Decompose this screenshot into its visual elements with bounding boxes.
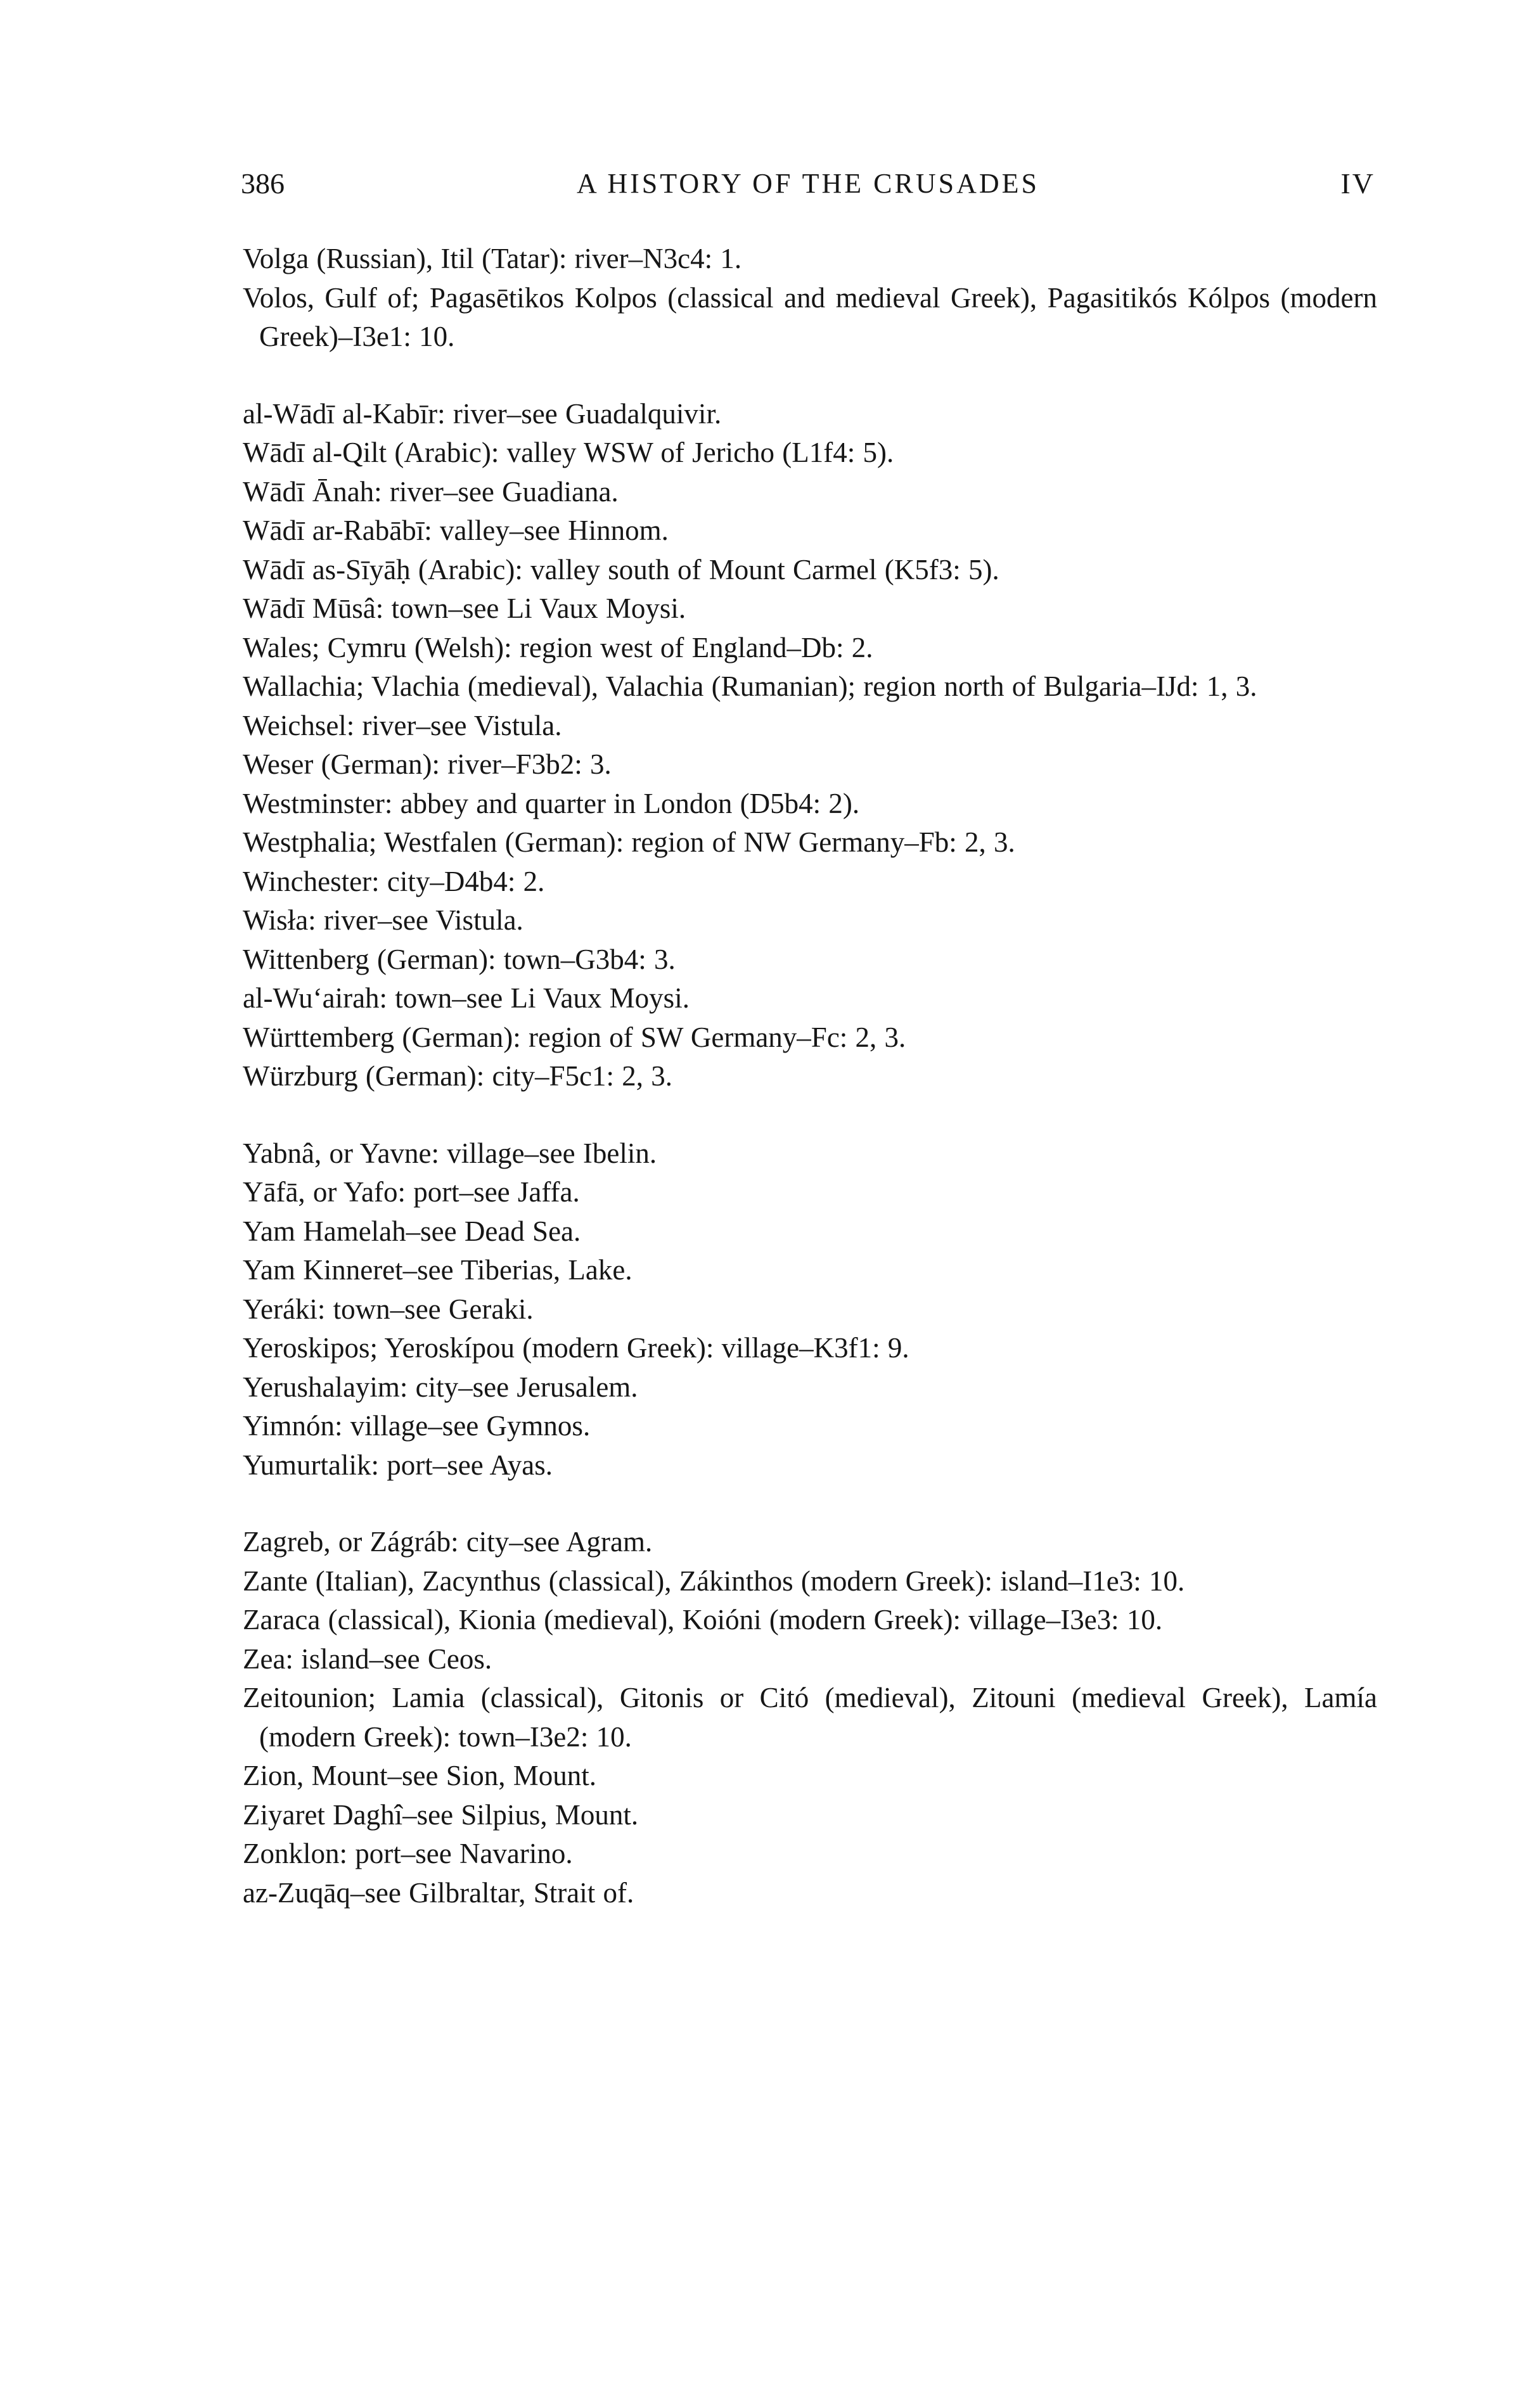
index-entry: Wales; Cymru (Welsh): region west of England–Db: 2. [243,631,873,663]
index-entry: Württemberg (German): region of SW Germany–Fc: 2, 3. [243,1021,906,1053]
index-entry: Yabnâ, or Yavne: village–see Ibelin. [243,1137,657,1169]
index-entry: Yam Kinneret–see Tiberias, Lake. [243,1254,632,1286]
page-header [241,163,1375,204]
index-section [243,240,1377,357]
running-title: A HISTORY OF THE CRUSADES [577,168,1039,199]
index-entry: Zeitounion; Lamia (classical), Gitonis or Citó (medieval), Zitouni (medieval Greek), Lamía (modern Greek): town–I3e2: 10. [243,1682,1377,1753]
index-entry: Zion, Mount–see Sion, Mount. [243,1760,597,1791]
index-entry: al-Wu‘airah: town–see Li Vaux Moysi. [243,982,690,1014]
index-entry: Zea: island–see Ceos. [243,1643,492,1675]
index-entry: Wādī ar-Rabābī: valley–see Hinnom. [243,515,669,546]
index-entry: Wittenberg (German): town–G3b4: 3. [243,943,676,975]
index-entry: Yimnón: village–see Gymnos. [243,1410,591,1442]
index-entry: Yāfā, or Yafo: port–see Jaffa. [243,1176,580,1208]
index-entry: Westphalia; Westfalen (German): region of NW Germany–Fb: 2, 3. [243,826,1015,858]
index-section [243,1523,1377,1912]
index-entry: Westminster: abbey and quarter in London (D5b4: 2). [243,787,860,819]
volume-number: IV [1340,167,1375,200]
index-entry: Wādī as-Sīyāḥ (Arabic): valley south of Mount Carmel (K5f3: 5). [243,553,999,586]
index-entry: Ziyaret Daghî–see Silpius, Mount. [243,1798,639,1831]
index-entry: Yeráki: town–see Geraki. [243,1293,534,1325]
gazetteer-index [243,240,1377,1912]
index-section [243,1134,1377,1485]
page-number: 386 [241,167,285,200]
index-entry: Weser (German): river–F3b2: 3. [243,748,612,780]
index-entry: Yam Hamelah–see Dead Sea. [243,1215,581,1247]
index-entry: Würzburg (German): city–F5c1: 2, 3. [243,1060,672,1092]
index-entry: Weichsel: river–see Vistula. [243,709,562,741]
index-entry: Wādī Ānah: river–see Guadiana. [243,475,619,508]
index-entry: Yumurtalik: port–see Ayas. [243,1449,553,1481]
index-entry: Yeroskipos; Yeroskípou (modern Greek): village–K3f1: 9. [243,1332,909,1364]
index-entry: Zaraca (classical), Kionia (medieval), Koióni (modern Greek): village–I3e3: 10. [243,1604,1163,1636]
index-entry: Volos, Gulf of; Pagasētikos Kolpos (classical and medieval Greek), Pagasitikós Kólpos (modern Greek)–I3e1: 10. [243,281,1377,352]
index-entry: Wisła: river–see Vistula. [243,904,523,936]
index-entry: Winchester: city–D4b4: 2. [243,865,545,897]
index-entry: Zagreb, or Zágráb: city–see Agram. [243,1526,653,1558]
index-entry: Zante (Italian), Zacynthus (classical), Zákinthos (modern Greek): island–I1e3: 10. [243,1565,1185,1597]
index-entry: Wallachia; Vlachia (medieval), Valachia (Rumanian); region north of Bulgaria–IJd: 1, 3. [243,670,1257,702]
index-section [243,395,1377,1096]
index-entry: Zonklon: port–see Navarino. [243,1838,573,1869]
index-entry: Wādī Mūsâ: town–see Li Vaux Moysi. [243,592,686,624]
index-entry: al-Wādī al-Kabīr: river–see Guadalquivir. [243,397,722,430]
index-entry: Volga (Russian), Itil (Tatar): river–N3c4: 1. [243,243,742,274]
index-entry: Yerushalayim: city–see Jerusalem. [243,1371,638,1403]
index-entry: az-Zuqāq–see Gilbraltar, Strait of. [243,1876,634,1909]
index-entry: Wādī al-Qilt (Arabic): valley WSW of Jericho (L1f4: 5). [243,437,894,468]
